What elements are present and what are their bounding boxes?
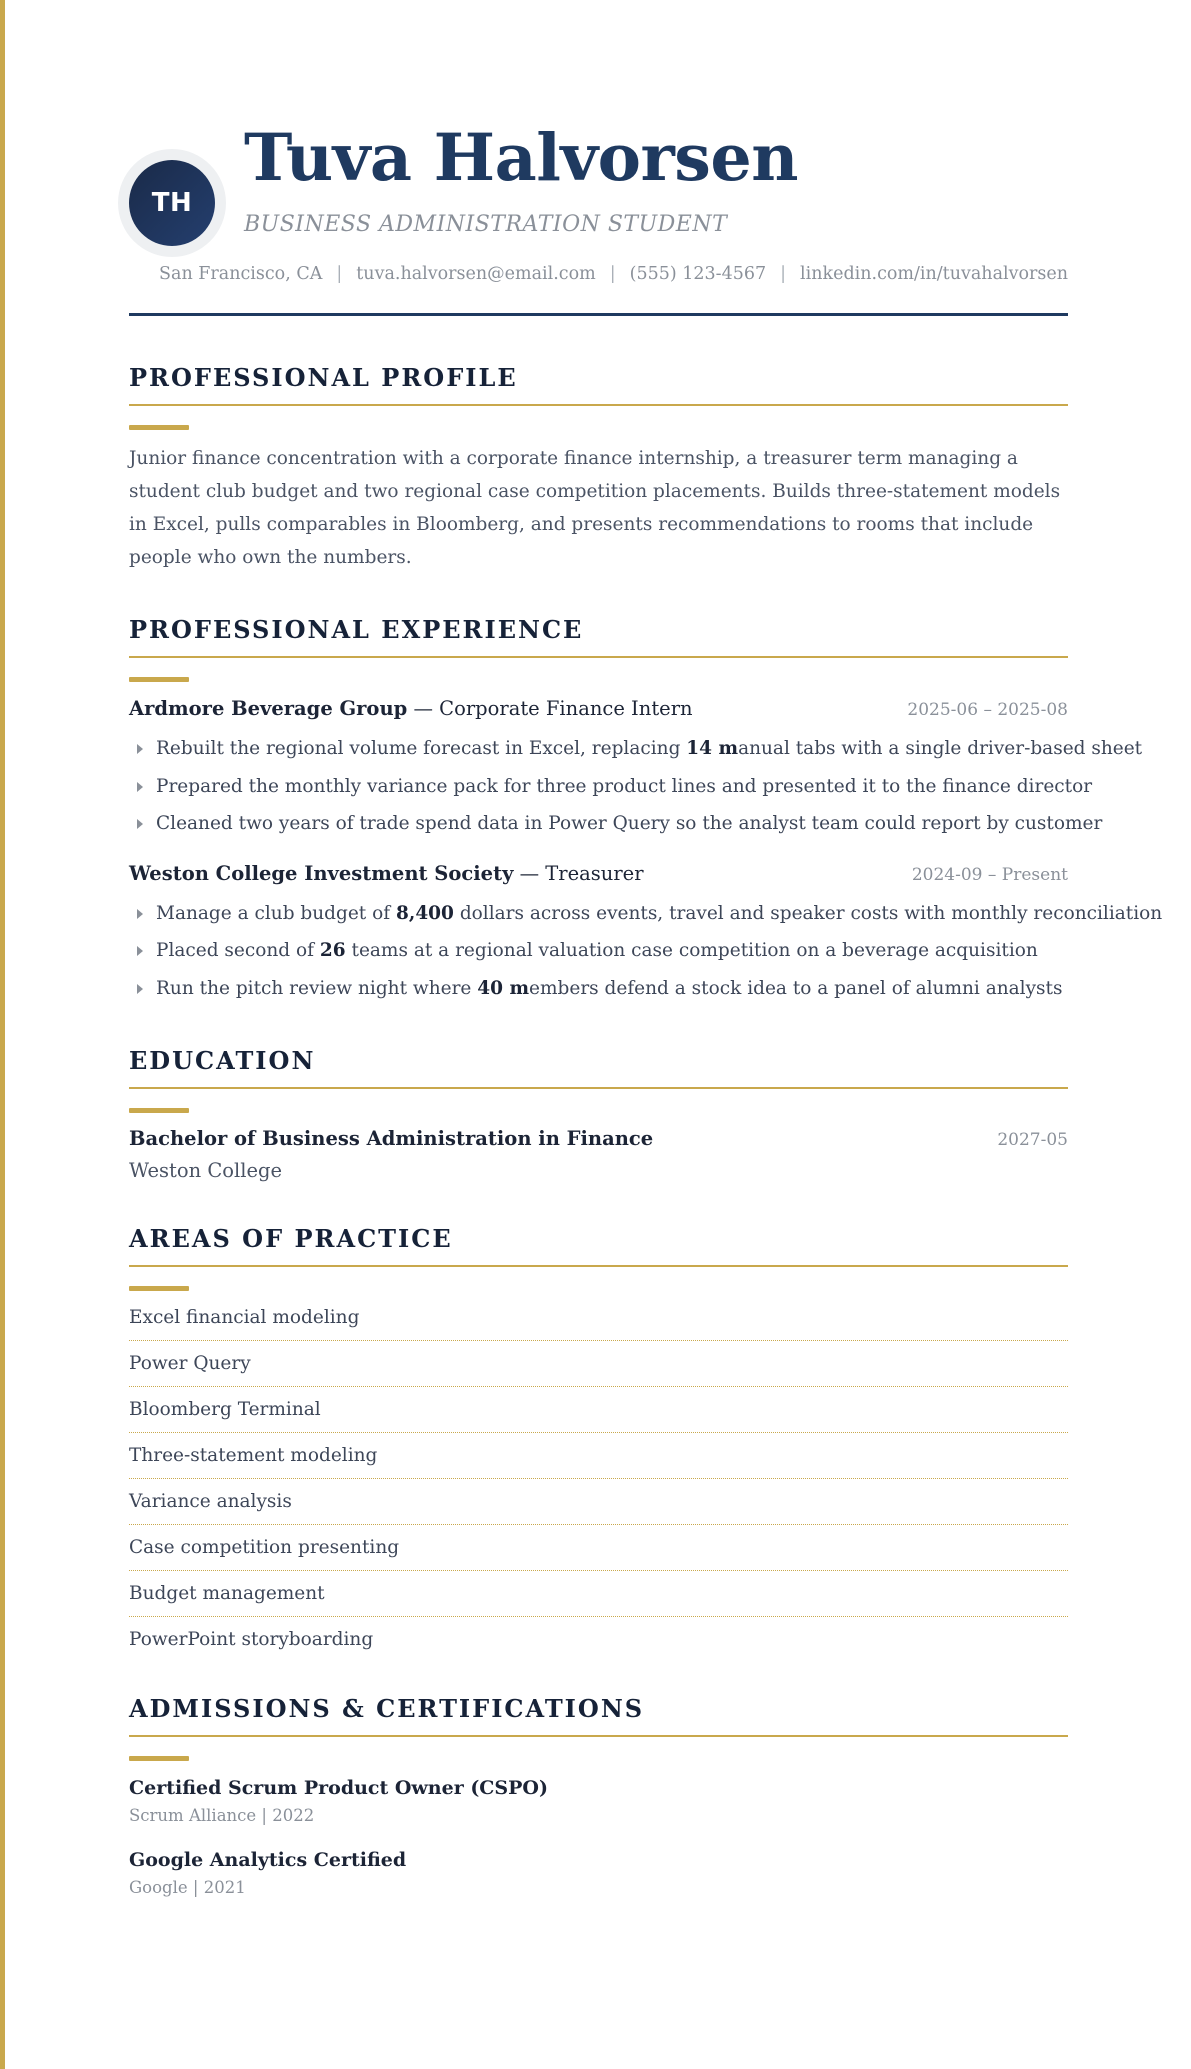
list-item: Variance analysis — [129, 1479, 1068, 1525]
section-rule — [129, 1265, 1068, 1267]
education-entry — [129, 1123, 1068, 1187]
list-item: Bloomberg Terminal — [129, 1387, 1068, 1433]
section-header — [129, 1045, 1068, 1117]
job-role: — Treasurer — [513, 861, 644, 885]
bullet-text: teams at a regional valuation case competition on a beverage acquisition — [345, 940, 1038, 961]
degree-name: Bachelor of Business Administration in Finance — [129, 1127, 654, 1150]
header-divider — [129, 313, 1068, 316]
candidate-name: Tuva Halvorsen — [244, 120, 798, 196]
profile-section — [129, 362, 1068, 574]
job-bullets — [129, 895, 1163, 1008]
section-header — [129, 1693, 1068, 1765]
job-dates: 2024-09 – Present — [911, 864, 1068, 885]
contact-location: San Francisco, CA — [159, 264, 323, 284]
bullet-triangle-icon — [137, 909, 143, 919]
list-item — [129, 970, 1068, 1008]
certification-meta: Scrum Alliance | 2022 — [129, 1806, 315, 1825]
section-title-education: EDUCATION — [129, 1046, 316, 1075]
bullet-triangle-icon — [137, 744, 143, 754]
education-section — [129, 1045, 1068, 1187]
section-accent-tick — [129, 1108, 189, 1113]
list-item — [129, 768, 1093, 806]
bullet-text: embers defend a stock idea to a panel of alumni analysts — [529, 977, 1063, 999]
resume-header — [129, 0, 1068, 318]
section-rule — [129, 656, 1068, 658]
bullet-highlight: 40 m — [477, 977, 530, 999]
job-header — [129, 857, 1068, 891]
degree-date: 2027-05 — [997, 1130, 1068, 1150]
left-accent-bar — [0, 0, 5, 2069]
bullet-text: dollars across events, travel and speaker costs with monthly reconciliation — [453, 902, 1163, 924]
resume-page — [129, 0, 1163, 1917]
bullet-text: Rebuilt the regional volume forecast in Excel, replacing — [156, 738, 687, 759]
list-item: Excel financial modeling — [129, 1295, 1068, 1341]
section-accent-tick — [129, 1756, 189, 1761]
section-accent-tick — [129, 425, 189, 430]
section-title-skills: AREAS OF PRACTICE — [129, 1224, 453, 1253]
section-rule — [129, 1735, 1068, 1737]
list-item: Case competition presenting — [129, 1525, 1068, 1571]
list-item: PowerPoint storyboarding — [129, 1629, 374, 1650]
contact-phone[interactable]: (555) 123-4567 — [629, 264, 767, 284]
contact-line — [159, 260, 1068, 288]
section-title-profile: PROFESSIONAL PROFILE — [129, 363, 518, 392]
list-item — [129, 730, 1143, 768]
bullet-text: anual tabs with a single driver-based sheet — [738, 738, 1143, 759]
bullet-text: Cleaned two years of trade spend data in Power Query so the analyst team could report by customer — [156, 813, 1103, 834]
bullet-text: Manage a club budget of — [156, 902, 396, 924]
certifications-list — [129, 1773, 1068, 1901]
contact-separator: | — [780, 264, 787, 284]
job-header — [129, 692, 1068, 726]
section-title-certifications: ADMISSIONS & CERTIFICATIONS — [129, 1694, 645, 1723]
certification-name: Google Analytics Certified — [129, 1849, 407, 1871]
bullet-highlight: 14 m — [686, 738, 739, 759]
avatar-initials: TH — [151, 188, 193, 218]
certifications-section — [129, 1693, 1068, 1901]
job-title — [129, 692, 693, 726]
bullet-text: Run the pitch review night where — [156, 977, 478, 999]
contact-separator: | — [336, 264, 343, 284]
job-org: Ardmore Beverage Group — [129, 697, 408, 720]
job-entry — [129, 692, 1143, 843]
contact-linkedin[interactable]: linkedin.com/in/tuvahalvorsen — [800, 264, 1068, 284]
list-item: Three-statement modeling — [129, 1433, 1068, 1479]
job-dates: 2025-06 – 2025-08 — [907, 700, 1068, 720]
section-header — [129, 614, 1068, 686]
skills-section — [129, 1223, 1068, 1663]
contact-separator: | — [609, 264, 616, 284]
contact-email[interactable]: tuva.halvorsen@email.com — [356, 264, 596, 284]
certification-meta: Google | 2021 — [129, 1878, 246, 1897]
section-rule — [129, 1087, 1068, 1089]
job-role: — Corporate Finance Intern — [407, 697, 693, 720]
bullet-triangle-icon — [137, 819, 143, 829]
list-item — [129, 895, 1163, 933]
experience-section — [129, 614, 1163, 1007]
bullet-triangle-icon — [137, 946, 143, 956]
section-rule — [129, 404, 1068, 406]
skills-list — [129, 1295, 1068, 1663]
section-title-experience: PROFESSIONAL EXPERIENCE — [129, 615, 584, 644]
profile-summary: Junior finance concentration with a corporate finance internship, a treasurer term managing a student club budget and two regional case competition placements. Builds three-statement models in Excel, pulls comparables in Bloomberg, and presents recommendations to rooms that include people who own the numbers. — [129, 448, 1061, 568]
section-accent-tick — [129, 1286, 189, 1291]
certification-name: Certified Scrum Product Owner (CSPO) — [129, 1777, 548, 1799]
section-accent-tick — [129, 677, 189, 682]
avatar — [129, 160, 215, 246]
bullet-text: Prepared the monthly variance pack for three product lines and presented it to the finance director — [156, 775, 1093, 797]
education-header — [129, 1123, 1068, 1155]
school-name: Weston College — [129, 1159, 283, 1182]
job-entry — [129, 857, 1163, 1008]
bullet-triangle-icon — [137, 984, 143, 994]
section-header — [129, 1223, 1068, 1295]
job-org: Weston College Investment Society — [129, 861, 514, 885]
bullet-highlight: 26 — [319, 940, 346, 961]
section-header — [129, 362, 1068, 434]
bullet-highlight: 8,400 — [396, 902, 454, 924]
bullet-triangle-icon — [137, 782, 143, 792]
list-item: Budget management — [129, 1571, 1068, 1617]
certification-entry — [129, 1773, 1068, 1829]
bullet-text: Placed second of — [156, 940, 320, 961]
certification-entry — [129, 1845, 1068, 1901]
job-bullets — [129, 730, 1143, 843]
candidate-tagline: BUSINESS ADMINISTRATION STUDENT — [244, 212, 728, 237]
list-item: Power Query — [129, 1341, 1068, 1387]
list-item — [129, 805, 1103, 843]
list-item — [129, 932, 1068, 970]
job-title — [129, 857, 644, 891]
